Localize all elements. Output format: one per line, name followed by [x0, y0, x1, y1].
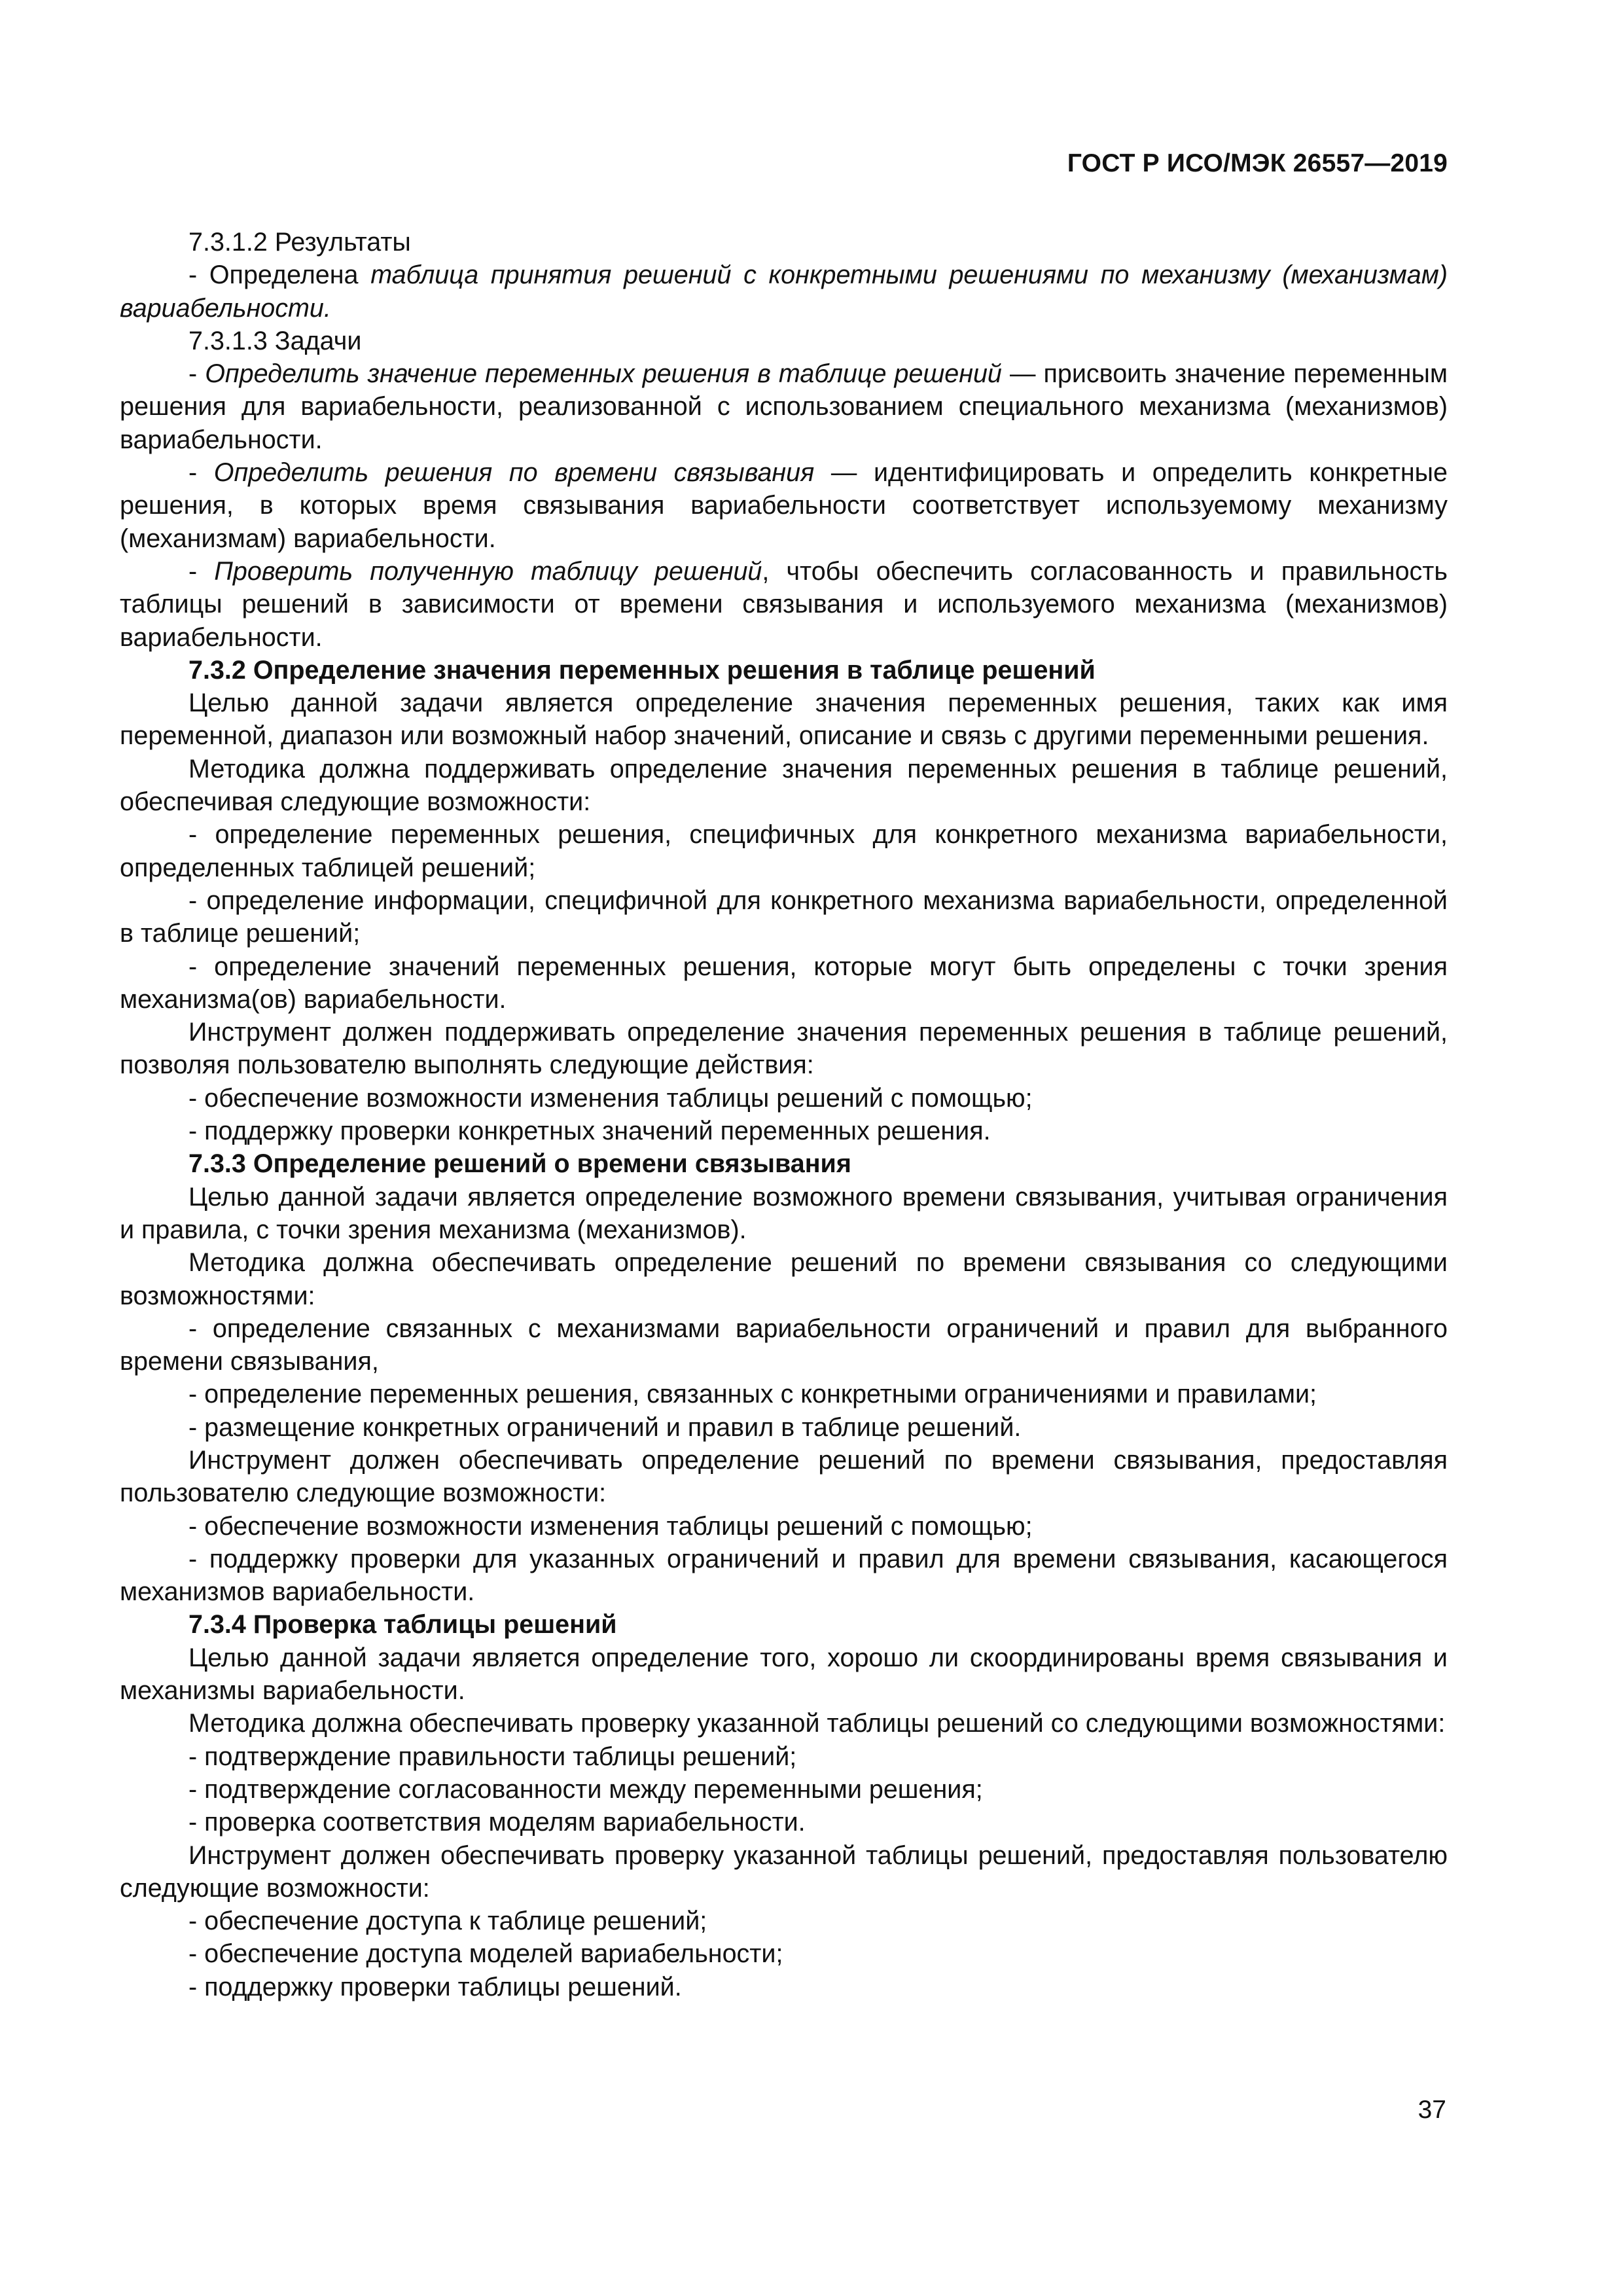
list-item: - обеспечение доступа моделей вариабельности;	[188, 1939, 783, 1969]
paragraph: Инструмент должен поддерживать определение значения переменных решения в таблице решений, позволяя пользователю выполнять следующие действия:	[120, 1018, 1448, 1080]
list-item: - обеспечение возможности изменения таблицы решений с помощью;	[188, 1511, 1033, 1541]
list-item: - определение переменных решения, специфичных для конкретного механизма вариабельности, определенных таблицей решений;	[120, 820, 1448, 882]
paragraph: Целью данной задачи является определение возможного времени связывания, учитывая ограничения и правила, с точки зрения механизма (механизмов).	[120, 1182, 1448, 1244]
item-prefix: -	[188, 458, 214, 488]
page-number: 37	[1418, 2096, 1446, 2124]
list-item: - определение значений переменных решения, которые могут быть определены с точки зрения механизма(ов) вариабельности.	[120, 952, 1448, 1014]
task-description: , чтобы обеспечить согласованность и правильность таблицы решений в зависимости от времени связывания и используемого механизма (механизмов) вариабельности.	[120, 556, 1448, 652]
subsection-heading-7-3-1-3: 7.3.1.3 Задачи	[188, 326, 362, 355]
page-body	[120, 226, 1448, 2003]
task-item	[120, 555, 1448, 654]
item-italic-text: таблица принятия решений с конкретными решениями по механизму (механизмам) вариабельности.	[120, 260, 1448, 323]
paragraph: Инструмент должен обеспечивать определение решений по времени связывания, предоставляя пользователю следующие возможности:	[120, 1445, 1448, 1508]
section-heading-7-3-3: 7.3.3 Определение решений о времени связывания	[188, 1149, 851, 1179]
list-item: - определение связанных с механизмами вариабельности ограничений и правил для выбранного времени связывания,	[120, 1314, 1448, 1376]
list-item: - подтверждение согласованности между переменными решения;	[188, 1774, 983, 1804]
section-heading-7-3-4: 7.3.4 Проверка таблицы решений	[188, 1610, 617, 1640]
list-item: - определение переменных решения, связанных с конкретными ограничениями и правилами;	[188, 1380, 1317, 1409]
list-item: - проверка соответствия моделям вариабельности.	[188, 1808, 806, 1837]
task-item	[120, 456, 1448, 555]
list-item: - определение информации, специфичной для конкретного механизма вариабельности, определенной в таблице решений;	[120, 886, 1448, 948]
list-item: - поддержку проверки таблицы решений.	[188, 1972, 682, 2001]
item-prefix: -	[188, 556, 215, 586]
task-description: — идентифицировать и определить конкретные решения, в которых время связывания вариабельности соответствует используемому механизму (механизмам) вариабельности.	[120, 458, 1448, 553]
list-item: - обеспечение доступа к таблице решений;	[188, 1907, 707, 1936]
paragraph: Методика должна обеспечивать проверку указанной таблицы решений со следующими возможностями:	[188, 1709, 1446, 1738]
task-description: — присвоить значение переменным решения для вариабельности, реализованной с использованием специального механизма (механизмов) вариабельности.	[120, 359, 1448, 454]
paragraph: Инструмент должен обеспечивать проверку указанной таблицы решений, предоставляя пользователю следующие возможности:	[120, 1840, 1448, 1903]
list-item: - обеспечение возможности изменения таблицы решений с помощью;	[188, 1083, 1033, 1113]
paragraph: Методика должна обеспечивать определение решений по времени связывания со следующими возможностями:	[120, 1248, 1448, 1310]
section-heading-7-3-2: 7.3.2 Определение значения переменных решения в таблице решений	[188, 655, 1096, 685]
document-code-header: ГОСТ Р ИСО/МЭК 26557—2019	[1067, 149, 1448, 177]
paragraph: Целью данной задачи является определение значения переменных решения, таких как имя переменной, диапазон или возможный набор значений, описание и связь с другими переменными решения.	[120, 689, 1448, 751]
list-item: - размещение конкретных ограничений и правил в таблице решений.	[188, 1412, 1022, 1442]
item-prefix: -	[188, 359, 205, 389]
list-item: - поддержку проверки для указанных ограничений и правил для времени связывания, касающегося механизмов вариабельности.	[120, 1544, 1448, 1607]
paragraph: Целью данной задачи является определение того, хорошо ли скоординированы время связывания и механизмы вариабельности.	[120, 1643, 1448, 1706]
task-name: Определить значение переменных решения в таблице решений	[205, 359, 1002, 389]
task-item	[120, 357, 1448, 456]
paragraph: Методика должна поддерживать определение значения переменных решения в таблице решений, обеспечивая следующие возможности:	[120, 754, 1448, 817]
subsection-heading-7-3-1-2: 7.3.1.2 Результаты	[188, 228, 411, 257]
item-prefix: - Определена	[188, 260, 371, 290]
result-item	[120, 259, 1448, 325]
task-name: Проверить полученную таблицу решений	[214, 556, 762, 586]
list-item: - подтверждение правильности таблицы решений;	[188, 1742, 797, 1771]
list-item: - поддержку проверки конкретных значений переменных решения.	[188, 1117, 991, 1146]
task-name: Определить решения по времени связывания	[213, 458, 815, 488]
